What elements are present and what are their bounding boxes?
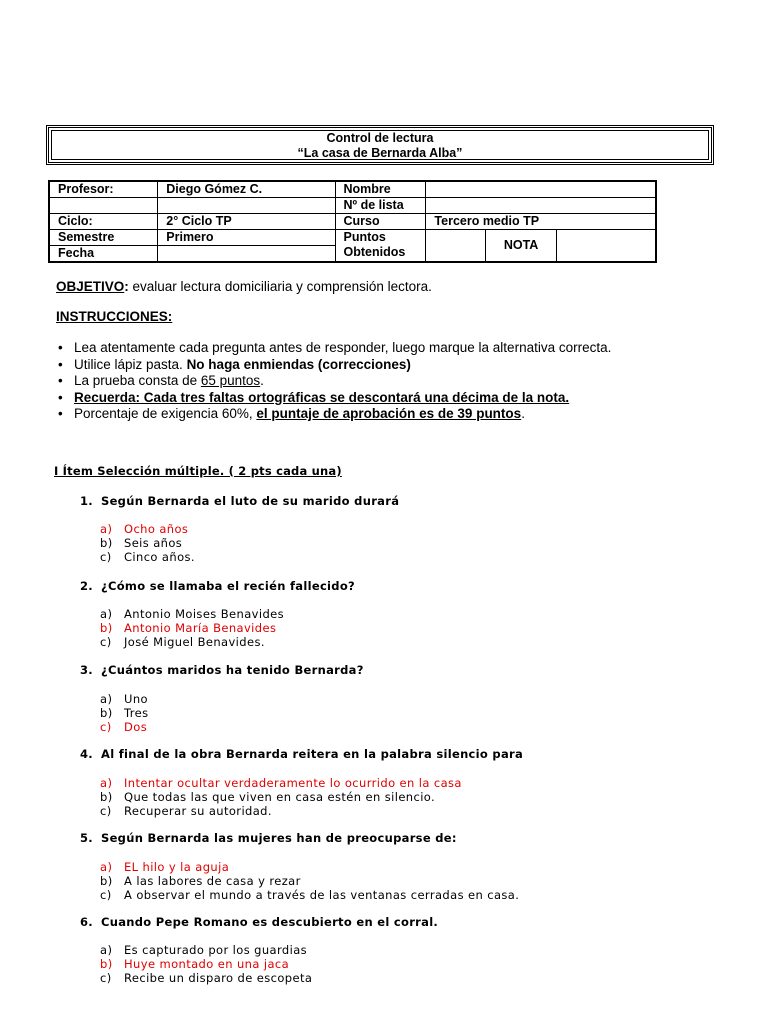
question-1	[80, 494, 399, 508]
curso-value: Tercero medio TP	[426, 214, 656, 230]
instruccion-bold: el puntaje de aprobación es de 39 puntos	[256, 406, 522, 421]
option[interactable]: a) Es capturado por los guardias	[100, 943, 308, 957]
curso-label: Curso	[335, 214, 426, 230]
question-6	[80, 915, 438, 929]
question-text: Según Bernarda las mujeres han de preocuparse de:	[101, 831, 457, 845]
option-answer[interactable]: b) Huye montado en una jaca	[100, 957, 290, 971]
instruccion-item	[56, 357, 611, 374]
option[interactable]: b) Que todas las que viven en casa estén en silencio.	[100, 790, 436, 804]
instrucciones-list	[56, 340, 611, 423]
objetivo-colon: :	[124, 279, 129, 294]
instruccion-item	[56, 373, 611, 390]
nombre-label: Nombre	[335, 181, 426, 198]
question-number: 3.	[80, 663, 93, 677]
question-text: Cuando Pepe Romano es descubierto en el corral.	[101, 915, 439, 929]
options-2	[100, 607, 284, 649]
question-number: 1.	[80, 494, 93, 508]
question-text: ¿Cuántos maridos ha tenido Bernarda?	[101, 663, 364, 677]
question-number: 5.	[80, 831, 93, 845]
instruccion-text: Lea atentamente cada pregunta antes de responder, luego marque la alternativa correcta.	[74, 340, 612, 355]
question-number: 2.	[80, 579, 93, 593]
puntos-label-line1: Puntos	[343, 230, 386, 244]
question-text: Al final de la obra Bernarda reitera en la palabra silencio para	[101, 747, 524, 761]
instruccion-item	[56, 406, 611, 423]
instruccion-bold: Recuerda: Cada tres faltas ortográficas se descontará una décima de la nota.	[74, 389, 570, 405]
option-answer[interactable]: a) Ocho años	[100, 522, 189, 536]
options-3	[100, 692, 148, 734]
document-title: Control de lectura	[326, 131, 434, 145]
ciclo-label: Ciclo:	[49, 214, 158, 230]
question-number: 6.	[80, 915, 93, 929]
objetivo-text: evaluar lectura domiciliaria y comprensión lectora.	[128, 279, 432, 294]
instruccion-item	[56, 390, 611, 407]
nota-label: NOTA	[486, 230, 557, 263]
option[interactable]: b) A las labores de casa y rezar	[100, 874, 301, 888]
semestre-label: Semestre	[49, 230, 158, 246]
empty-cell	[49, 198, 158, 214]
option-answer[interactable]: c) Dos	[100, 720, 148, 734]
objetivo	[56, 279, 432, 294]
question-4	[80, 747, 523, 761]
option-answer[interactable]: a) Intentar ocultar verdaderamente lo ocurrido en la casa	[100, 776, 462, 790]
instruccion-bold: No haga enmiendas (correcciones)	[186, 356, 411, 372]
fecha-label: Fecha	[49, 246, 158, 263]
options-1	[100, 522, 195, 564]
nlista-label: Nº de lista	[335, 198, 426, 214]
options-5	[100, 860, 519, 902]
info-table	[48, 180, 657, 263]
option[interactable]: a) Antonio Moises Benavides	[100, 607, 285, 621]
option[interactable]: c) José Miguel Benavides.	[100, 635, 265, 649]
option[interactable]: c) A observar el mundo a través de las ventanas cerradas en casa.	[100, 888, 520, 902]
options-6	[100, 943, 312, 985]
title-box	[46, 125, 714, 165]
option[interactable]: c) Cinco años.	[100, 550, 195, 564]
profesor-label: Profesor:	[49, 181, 158, 198]
instruccion-text: .	[521, 406, 525, 421]
profesor-value: Diego Gómez C.	[158, 181, 335, 198]
option[interactable]: c) Recuperar su autoridad.	[100, 804, 272, 818]
ciclo-value: 2° Ciclo TP	[158, 214, 335, 230]
question-2	[80, 579, 355, 593]
instruccion-text: .	[260, 373, 264, 388]
document-subtitle: “La casa de Bernarda Alba”	[297, 146, 463, 160]
instruccion-text: Utilice lápiz pasta.	[74, 356, 187, 372]
fecha-field[interactable]	[158, 246, 335, 263]
question-number: 4.	[80, 747, 93, 761]
nlista-field[interactable]	[426, 198, 656, 214]
instruccion-text: Porcentaje de exigencia 60%,	[74, 406, 257, 421]
instruccion-text: La prueba consta de	[74, 373, 201, 388]
option-answer[interactable]: a) EL hilo y la aguja	[100, 860, 230, 874]
puntos-label	[335, 230, 426, 263]
instrucciones-title: INSTRUCCIONES:	[56, 309, 173, 324]
objetivo-label: OBJETIVO	[56, 279, 125, 294]
nota-field[interactable]	[557, 230, 657, 263]
question-3	[80, 663, 364, 677]
question-5	[80, 831, 457, 845]
empty-cell	[158, 198, 335, 214]
section-title: I Ítem Selección múltiple. ( 2 pts cada una)	[54, 464, 342, 478]
question-text: ¿Cómo se llamaba el recién fallecido?	[101, 579, 356, 593]
puntos-field[interactable]	[426, 230, 486, 263]
nombre-field[interactable]	[426, 181, 656, 198]
instruccion-item	[56, 340, 611, 357]
option[interactable]: b) Seis años	[100, 536, 183, 550]
question-text: Según Bernarda el luto de su marido durará	[101, 494, 400, 508]
option-answer[interactable]: b) Antonio María Benavides	[100, 621, 277, 635]
instruccion-underline: 65 puntos	[200, 373, 261, 388]
option[interactable]: a) Uno	[100, 692, 148, 706]
options-4	[100, 776, 462, 818]
option[interactable]: b) Tres	[100, 706, 149, 720]
semestre-value: Primero	[158, 230, 335, 246]
option[interactable]: c) Recibe un disparo de escopeta	[100, 971, 313, 985]
puntos-label-line2: Obtenidos	[343, 245, 406, 259]
